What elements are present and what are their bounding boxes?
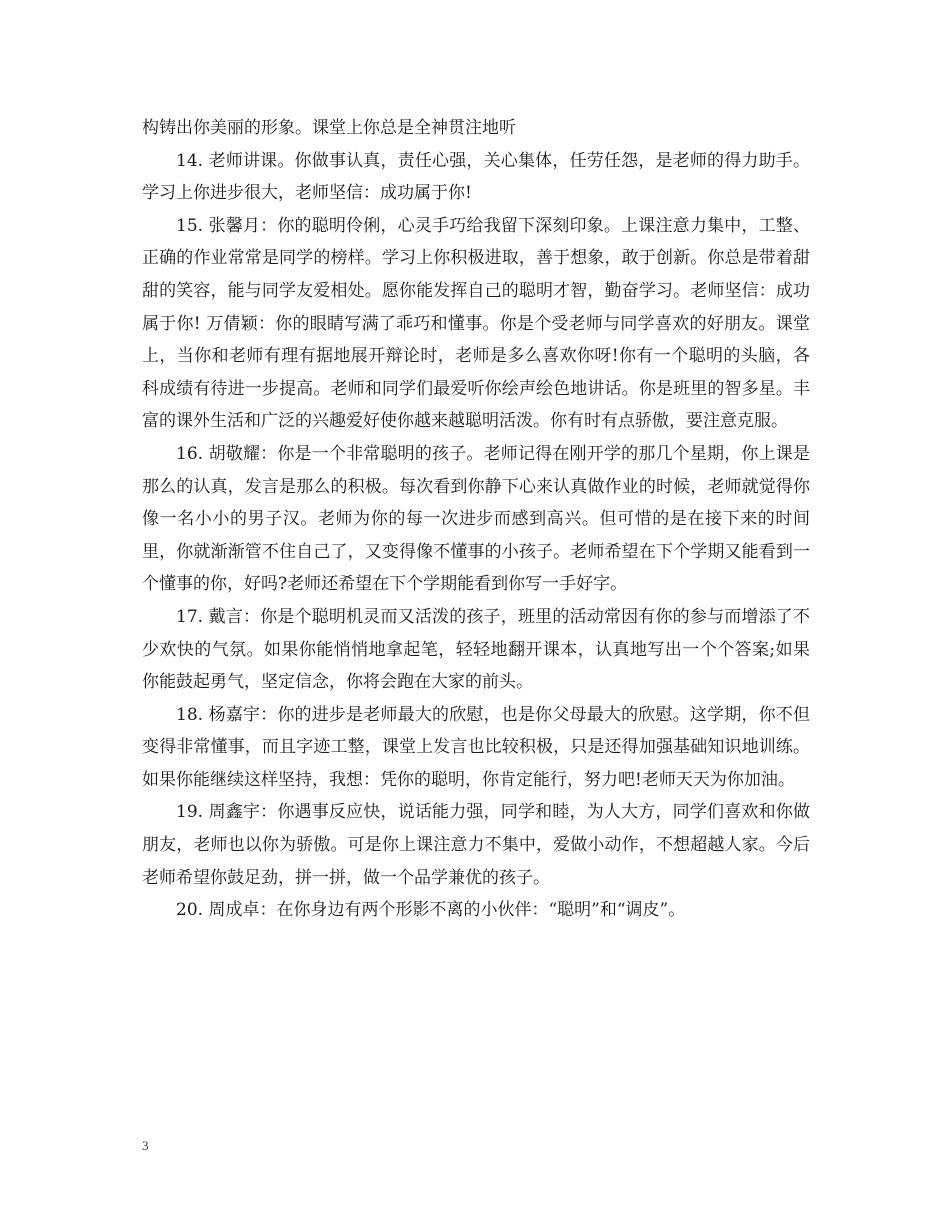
paragraph-item-14: 14. 老师讲课。你做事认真，责任心强，关心集体，任劳任怨，是老师的得力助手。学习上你进步很大，老师坚信：成功属于你! [142, 150, 810, 204]
paragraph-item-16: 16. 胡敬耀：你是一个非常聪明的孩子。老师记得在刚开学的那几个星期，你上课是那么的认真，发言是那么的积极。每次看到你静下心来认真做作业的时候，老师就觉得你像一名小小的男子汉。老师为你的每一次进步而感到高兴。但可惜的是在接下来的时间里，你就渐渐管不住自己了，又变得像不懂事的小孩子。老师希望在下个学期又能看到一个懂事的你，好吗?老师还希望在下个学期能看到你写一手好字。 [142, 443, 810, 595]
paragraph-continuation: 构铸出你美丽的形象。课堂上你总是全神贯注地听 [142, 118, 516, 138]
page-number: 3 [142, 1138, 149, 1153]
paragraph-item-17: 17. 戴言：你是个聪明机灵而又活泼的孩子，班里的活动常因有你的参与而增添了不少欢快的气氛。如果你能悄悄地拿起笔，轻轻地翻开课本，认真地写出一个个答案;如果你能鼓起勇气，坚定信念，你将会跑在大家的前头。 [142, 606, 810, 693]
paragraph-item-15: 15. 张馨月：你的聪明伶俐，心灵手巧给我留下深刻印象。上课注意力集中，工整、正确的作业常常是同学的榜样。学习上你积极进取，善于想象，敢于创新。你总是带着甜甜的笑容，能与同学友爱相处。愿你能发挥自己的聪明才智，勤奋学习。老师坚信：成功属于你! 万倩颖：你的眼睛写满了乖巧和懂事。你是个受老师与同学喜欢的好朋友。课堂上，当你和老师有理有据地展开辩论时，老师是多么喜欢你呀!你有一个聪明的头脑，各科成绩有待进一步提高。老师和同学们最爱听你绘声绘色地讲话。你是班里的智多星。丰富的课外生活和广泛的兴趣爱好使你越来越聪明活泼。你有时有点骄傲，要注意克服。 [142, 215, 810, 432]
document-body [142, 112, 810, 927]
paragraph-item-19: 19. 周鑫宇：你遇事反应快，说话能力强，同学和睦，为人大方，同学们喜欢和你做朋友，老师也以你为骄傲。可是你上课注意力不集中，爱做小动作，不想超越人家。今后老师希望你鼓足劲，拼一拼，做一个品学兼优的孩子。 [142, 802, 810, 888]
paragraph-item-20: 20. 周成卓：在你身边有两个形影不离的小伙伴：“聪明”和“调皮”。 [176, 900, 686, 921]
paragraph-item-18: 18. 杨嘉宇：你的进步是老师最大的欣慰，也是你父母最大的欣慰。这学期，你不但变得非常懂事，而且字迹工整，课堂上发言也比较积极，只是还得加强基础知识地训练。如果你能继续这样坚持，我想：凭你的聪明，你肯定能行，努力吧!老师天天为你加油。 [142, 704, 810, 790]
